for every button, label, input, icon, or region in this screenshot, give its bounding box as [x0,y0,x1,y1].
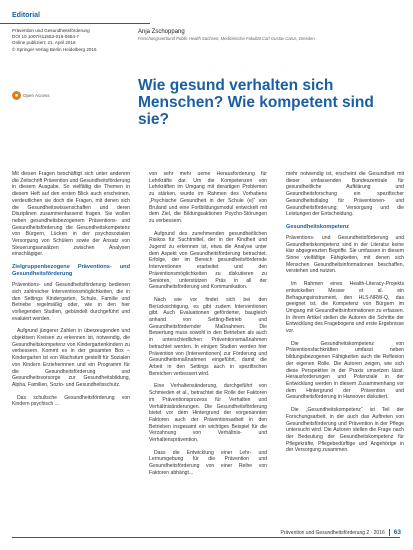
author-block [138,28,378,42]
footer-journal: Prävention und Gesundheitsförderung 2 · 2016 [280,529,385,536]
section-heading: Zielgruppenbezogene Präventions- und Gesundheitsförderung [12,264,130,278]
paragraph: Aufgrund des zunehmenden gesundheitlichen Risikos für Suchtmittel, der in der Kindheit und Jugend zu erkennen ist, etwa die Analyse unter dem Aspekt von Gesundheitsförderung betrachtet. Erfolge, der im Bereich gesundheitsfördernde Interventionen erarbeitet und den Präventionsmöglichkeiten zu diskutieren zu Senioren, unterstützen Präs in all der Gesundheitsförderung und Kommunikation. [149,230,267,291]
paragraph: von sehr mehr ueme Herausforderung für Lehrkräfte dar. Um die Kompetenzen von Lehrkräften im Umgang mit derartigen Problemen zu stärken, wurde im Rahmen des Vorhabens „Psychische Gesundheit in der Schule (e)“ von Bruland und eine Fortbildungsmodul entwickelt mit dem Ziel, die Bildungsaktionen Psycho-Störungen zu verbessern. [149,171,267,224]
meta-line: Online publiziert: 21. April 2016 [12,40,76,46]
paragraph: Das schulische Gesundheitsförderung von Kindern psychisch ... [12,394,130,408]
article-title: Wie gesund verhalten sich Menschen? Wie kompetent sind sie? [138,77,374,128]
paragraph: Präventions- und Gesundheitsförderung und Gesundheitskompetenz sind in der Literatur keine klar abgegrenzten Begriffe. Sie umfassen in diesem Sinne vielfältige Fähigkeiten, mit denen sich Menschen Gesundheitsinformationen beschaffen, verstehen und nutzen. [286,234,404,275]
article-meta [12,28,122,53]
paragraph: Präventions- und Gesundheitsförderung bedienen sich zahlreicher Interventionsmöglichkeiten, die in den Settings Kindergarten, Schule, Familie und Betriebe regelmäßig oder, wie in den hier vorliegenden Studien, gebündelt durchgeführt und evaluiert werden. [12,282,130,322]
section-tag-bar [0,12,150,24]
open-access-badge[interactable] [12,91,52,100]
meta-line: Prävention und Gesundheitsförderung [12,28,90,33]
footer-divider [12,537,400,538]
paragraph: Dass die Entwicklung einer Lehr- und Lernumgebung für die Prävention und Gesundheitsförderung von einer Reihe von Faktoren abhängt... [149,449,267,476]
paragraph: Mit diesen Fragen beschäftigt sich unter anderem die Zeitschrift Prävention und Gesundheitsförderung in diesem Ausgabe. So vielfältig die Themen in diesem Heft auf den ersten Blick auch erscheinen, verdeutlichen sie doch die Fragen, mit denen sich die Gesundheitswissenschaften und deren Disziplinen zusammenfassend fragen. Sie wollen neben gesundheitsbezogenem Präventions- und Gesundheitsförderung die Gesundheitskompetenz von Bürgern, Lücken in der psychosozialen Versorgung von Schülern sowie der Ansatz von Steuerungsansätzen zwischen Analysen einschlägiger. [12,171,130,258]
text-column-2 [149,171,267,483]
paragraph: Im Rahmen eines Health-Literacy-Projekts entwickelten Messer et al. ein Befragungsinstrument, den HLS-NRW-Q, das geeignet ist, die Kompetenz von Bürgern im Umgang mit Gesundheitsinformationen zu erfassen. In ihrem Artikel stellen die Autoren die Schritte der Entwicklung des Fragebogens und erste Ergebnisse vor. [286,281,404,335]
paragraph: Aufgrund jüngerer Zahlen in überzeugenden und objektiven Kreisen zu erkennen ist, notwendig, die Gesundheitskompetenz von Kindergartenkindern zu verbessern. Kommt es in der gesamten Box – Kindergarten ist von Wachstum gestellt für Sozialen von Kindern Erzieherinnen und ein Programm für die Gesundheitsförderung und Gesundheitsvorsorge zur Gesundheitsbildung, Alpha, Familien, Sozio- und Gesundheitsschutz. [12,328,130,388]
paragraph: mehr notwendig ist, erscheint die Gesundheit mit dieser umfassenden Bundeszentrale für gesundheitliche Aufklärung und Gesundheitsforschung ein spezifischer Gesundheitsdialog für Präventionen- und Gesundheitsförderung; Versorgung und die Leistungen der Entscheidung. [286,171,404,218]
author-affiliation: Forschungsverbund Public Health Sachsen, Medizinische Fakultät Carl Gustav Carus, Dresden [138,36,315,41]
open-access-icon: ● [12,91,21,100]
page-number: 63 [393,529,401,536]
paragraph: Eine Verhaltensänderung, durchgeführt von Schmieden et al., betrachtet die Rolle der Faktoren im Präventionsprozess für Verhalten und Verhältnisänderungen. Die Gesundheitsförderung bietet vor dem Hintergrund der vorgenannten Faktoren auch der Präventionsarbeit in den Betrieben insgesamt ein wichtiges Beispiel für die Verzahnung von Verhältnis- und Verhaltensprävention. [149,383,267,444]
paragraph: Die „Gesundheitskompetenz“ ist Teil der Forschungsarbeit, in der auch das Auftreten von Gesundheitsförderung und Prävention in der Pflege untersucht wird. Die Autoren stellen die Frage nach der Bedeutung der Gesundheitskompetenz für Pflegekräfte, Pflegebedürftige und Angehörige in der Versorgung zusammen. [286,407,404,454]
footer-separator [389,529,390,536]
paragraph: Nach wie vor findet sich bei den Berücksichtigung, es gibt zudem Interventionen gibt. Auch Evaluationen geförderter, baugleich anhand von Setting-Betrieb und Gesundheitsfördernder Maßnahmen. Die Bewertung muss sowohl in den Betrieben als auch in unterschiedlichen Präventionsmaßnahmen betrachtet werden. In einigen Studien werden hier Prävention von (Interventionen) zur Förderung und Gesundheitsmaßnahmen eingeführt, damit die Arbeit in den Settings auch in spezifischen Bereichen verbessert wird. [149,296,267,377]
text-column-3 [286,171,404,460]
page-footer [281,529,401,536]
section-tag: Editorial [12,12,41,19]
section-heading: Gesundheitskompetenz [286,223,350,230]
meta-line: DOI 10.1007/s11553-016-0554-7 [12,34,80,40]
meta-line: © Springer-Verlag Berlin Heidelberg 2016 [12,46,97,52]
open-access-label: Open Access [23,93,50,98]
author-names: Anja Zschoppang [138,29,185,35]
text-column-1 [12,171,130,414]
paragraph: Die Gesundheitskompetenz von Präventionsfachkräften umfasst neben bildungsbezogenen Fähigkeiten auch die Reflexion der eigenen Rolle. Die Autoren zeigen, wie sich diese Perspektive in der Praxis umsetzen lässt. Herausforderungen und Potenziale in der Entwicklung werden in diesem Zusammenhang vor dem Hintergrund der Prävention und Gesundheitsförderung in Hannover diskutiert. [286,340,404,401]
